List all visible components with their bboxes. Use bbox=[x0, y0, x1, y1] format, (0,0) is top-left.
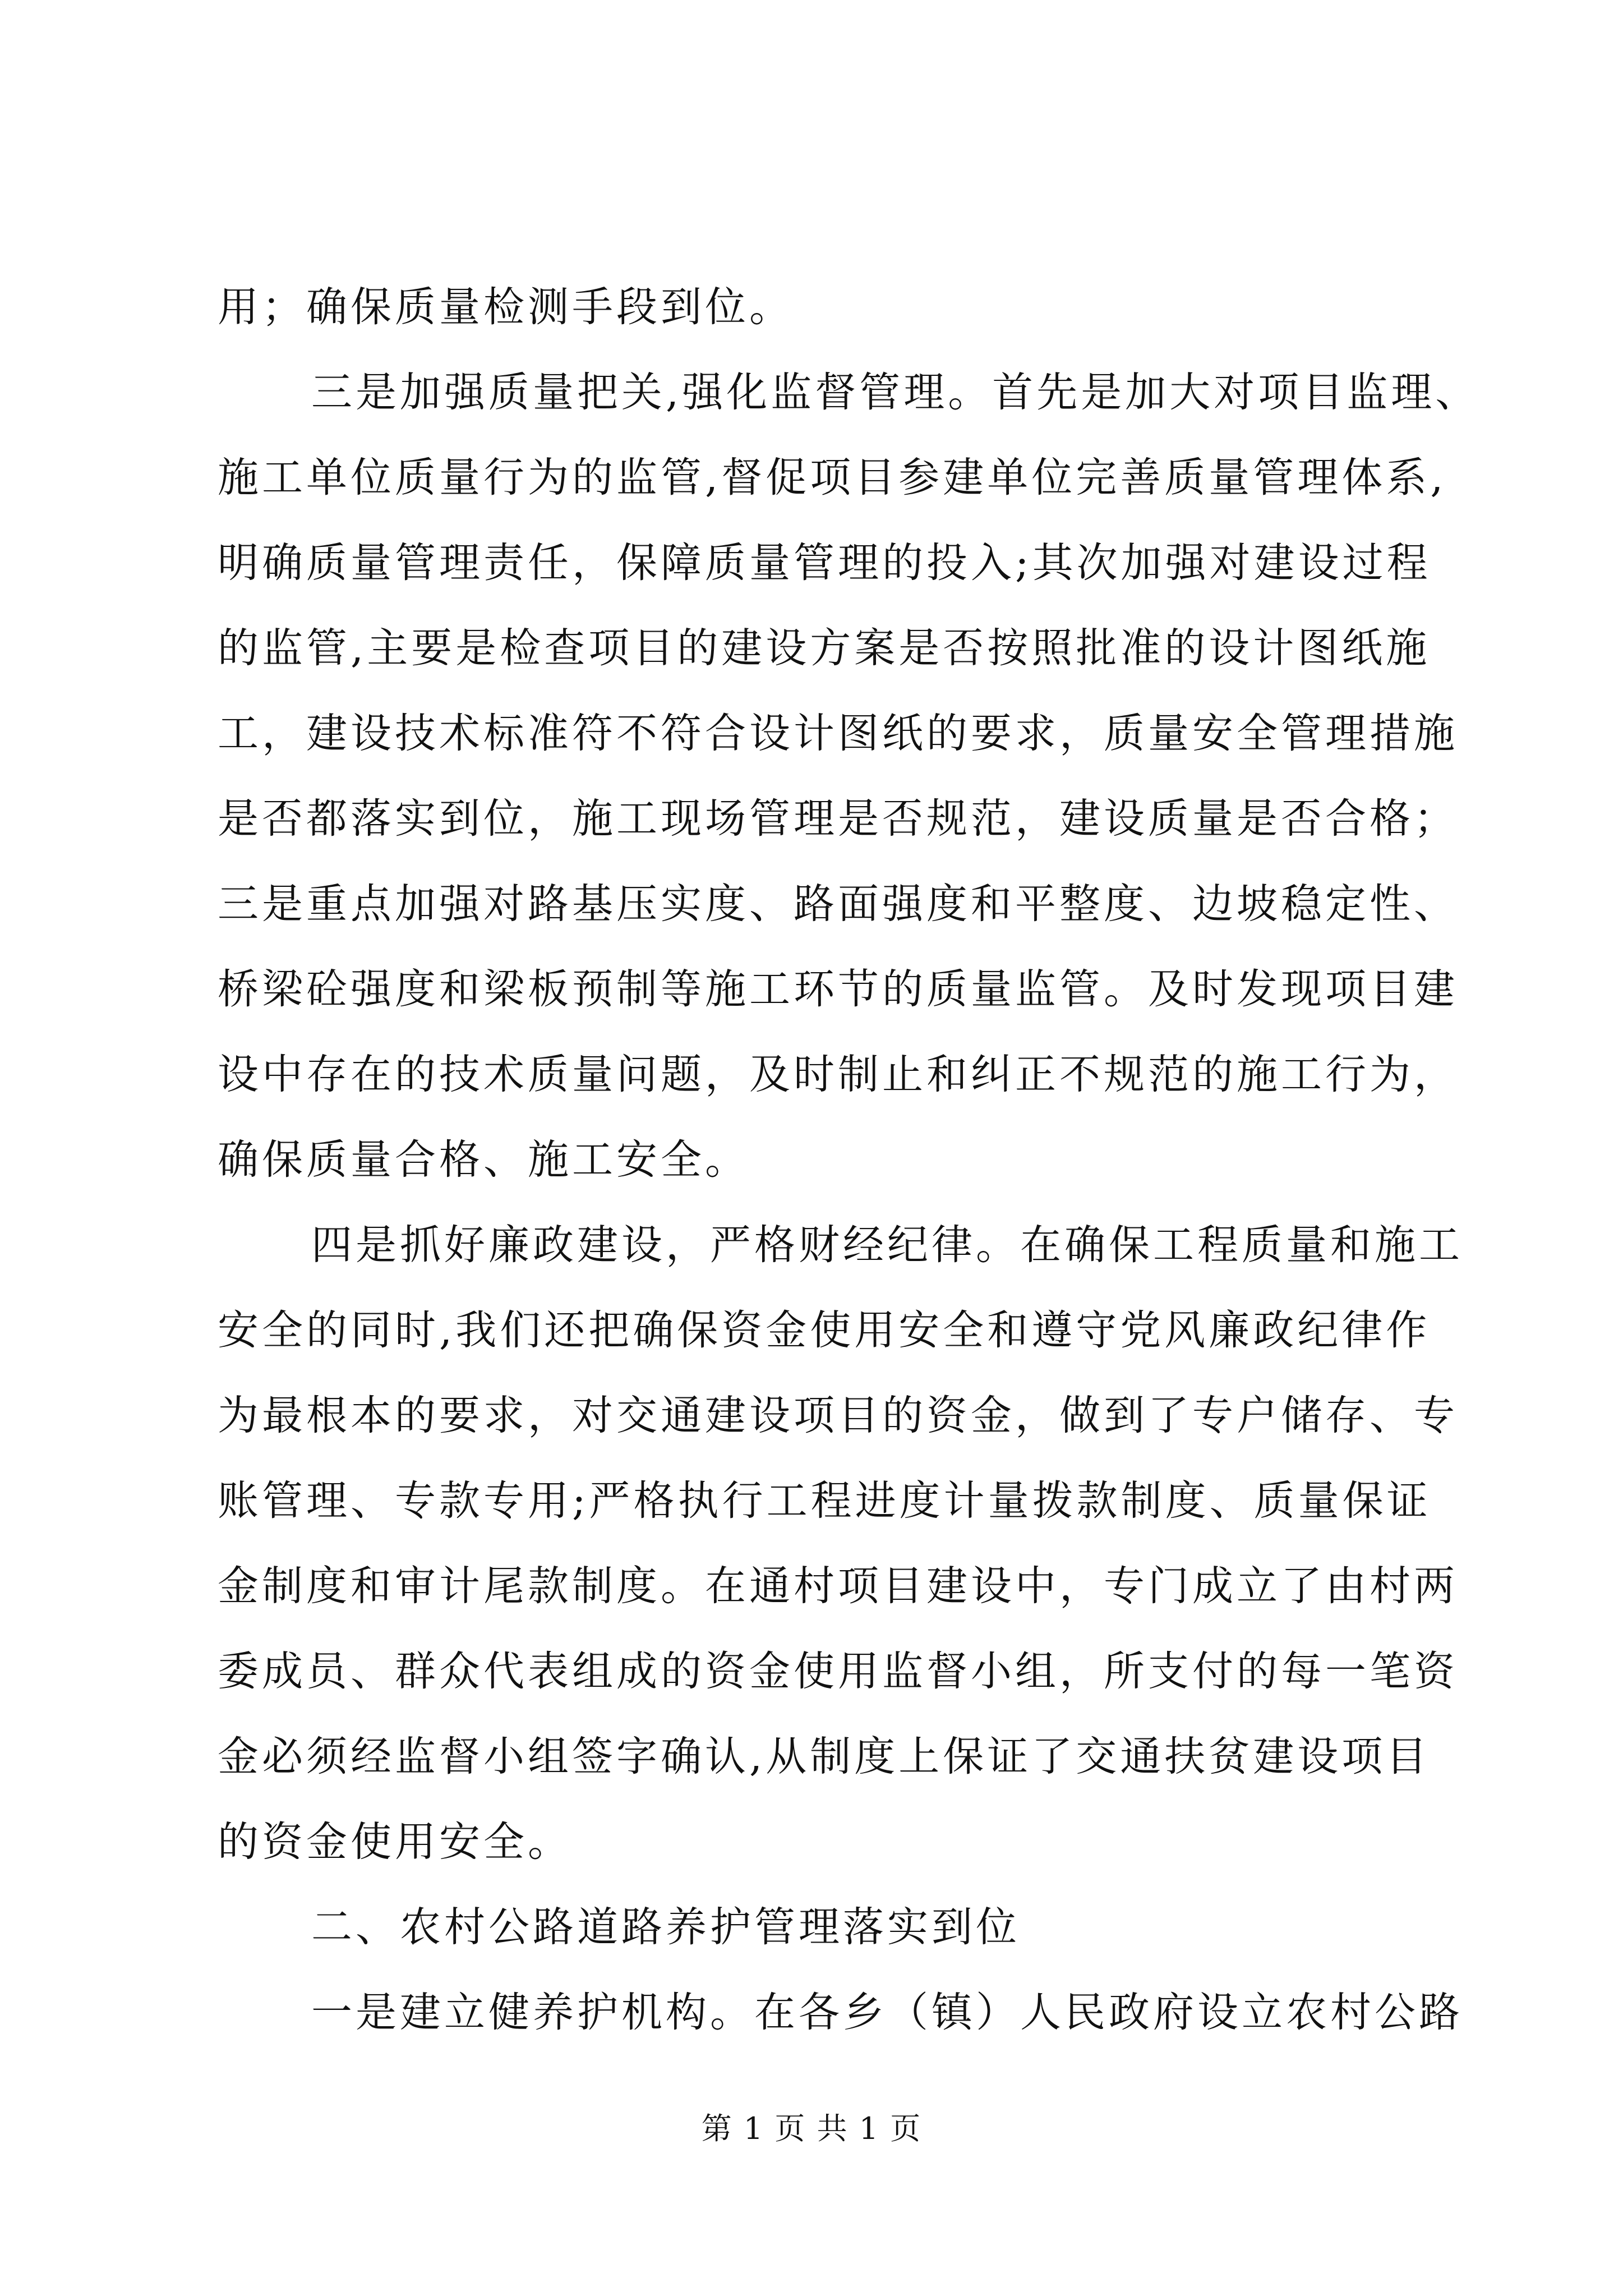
text-line-12: 四是抓好廉政建设，严格财经纪律。在确保工程质量和施工 bbox=[311, 1221, 1463, 1269]
text-line-14: 为最根本的要求，对交通建设项目的资金，做到了专户储存、专 bbox=[218, 1392, 1458, 1439]
text-line-21: 一是建立健养护机构。在各乡（镇）人民政府设立农村公路 bbox=[311, 1989, 1463, 2036]
text-line-18: 金必须经监督小组签字确认,从制度上保证了交通扶贫建设项目 bbox=[218, 1733, 1431, 1780]
text-line-4: 明确质量管理责任，保障质量管理的投入;其次加强对建设过程 bbox=[218, 539, 1431, 587]
text-line-7: 是否都落实到位，施工现场管理是否规范，建设质量是否合格； bbox=[218, 795, 1458, 843]
page-number-footer: 第 1 页 共 1 页 bbox=[701, 2111, 922, 2146]
text-line-3: 施工单位质量行为的监管,督促项目参建单位完善质量管理体系, bbox=[218, 454, 1447, 501]
section-heading: 二、农村公路道路养护管理落实到位 bbox=[311, 1903, 1020, 1951]
text-line-15: 账管理、专款专用;严格执行工程进度计量拨款制度、质量保证 bbox=[218, 1477, 1431, 1525]
text-line-19: 的资金使用安全。 bbox=[218, 1818, 572, 1866]
text-line-17: 委成员、群众代表组成的资金使用监督小组，所支付的每一笔资 bbox=[218, 1648, 1458, 1695]
text-line-1: 用；确保质量检测手段到位。 bbox=[218, 283, 794, 331]
text-line-9: 桥梁砼强度和梁板预制等施工环节的质量监管。及时发现项目建 bbox=[218, 965, 1458, 1013]
text-line-10: 设中存在的技术质量问题，及时制止和纠正不规范的施工行为， bbox=[218, 1051, 1458, 1098]
text-line-8: 三是重点加强对路基压实度、路面强度和平整度、边坡稳定性、 bbox=[218, 880, 1458, 928]
text-line-13: 安全的同时,我们还把确保资金使用安全和遵守党风廉政纪律作 bbox=[218, 1306, 1431, 1354]
text-line-16: 金制度和审计尾款制度。在通村项目建设中，专门成立了由村两 bbox=[218, 1562, 1458, 1610]
text-line-2: 三是加强质量把关,强化监督管理。首先是加大对项目监理、 bbox=[311, 369, 1480, 416]
text-line-5: 的监管,主要是检查项目的建设方案是否按照批准的设计图纸施 bbox=[218, 624, 1431, 672]
text-line-6: 工，建设技术标准符不符合设计图纸的要求，质量安全管理措施 bbox=[218, 710, 1458, 757]
text-line-11: 确保质量合格、施工安全。 bbox=[218, 1136, 749, 1184]
